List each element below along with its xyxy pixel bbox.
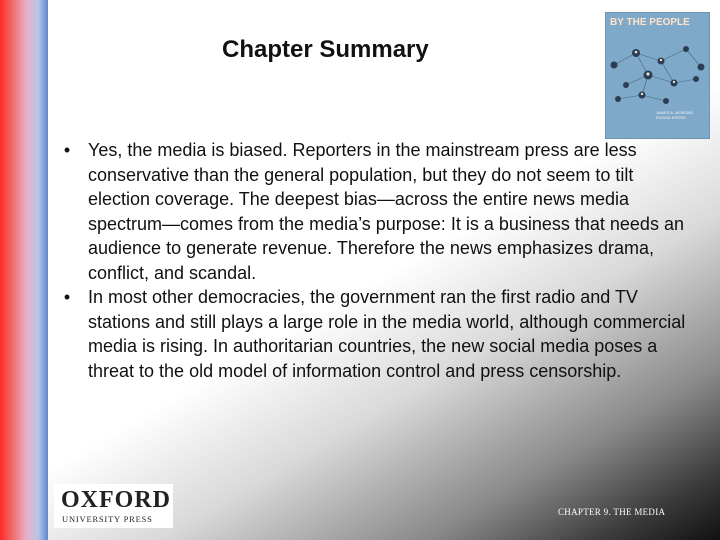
chapter-footer: CHAPTER 9. THE MEDIA — [558, 507, 666, 517]
left-accent-bar — [0, 0, 48, 540]
book-cover-title: BY THE PEOPLE — [610, 17, 690, 28]
logo-name: OXFORD — [61, 487, 171, 513]
bullet-marker: • — [63, 287, 71, 307]
bullet-text: Yes, the media is biased. Reporters in the mainstream press are less conservative than the general population, but they do not seem to tilt election coverage. The deepest bias—across the entire news media spectrum—comes from the media’s purpose: It is a business that needs an audience to generate revenue. Therefore the news emphasizes drama, conflict, and scandal. — [88, 140, 684, 283]
logo-subtitle: UNIVERSITY PRESS — [62, 514, 153, 524]
cover-network-art — [606, 35, 709, 110]
bullet-list — [58, 138, 688, 383]
oxford-logo — [54, 484, 173, 528]
bullet-item — [58, 138, 688, 285]
book-cover-authors: JAMES A. MORONE ROGAN KERSH — [656, 110, 694, 120]
bullet-text: In most other democracies, the government ran the first radio and TV stations and still plays a large role in the media world, although commercial media is rising. In authoritarian countries, the new social media poses a threat to the old model of information control and press censorship. — [88, 287, 686, 381]
bullet-marker: • — [63, 140, 71, 160]
book-cover-image — [605, 12, 710, 139]
bullet-item — [58, 285, 688, 383]
slide-title: Chapter Summary — [222, 36, 429, 63]
